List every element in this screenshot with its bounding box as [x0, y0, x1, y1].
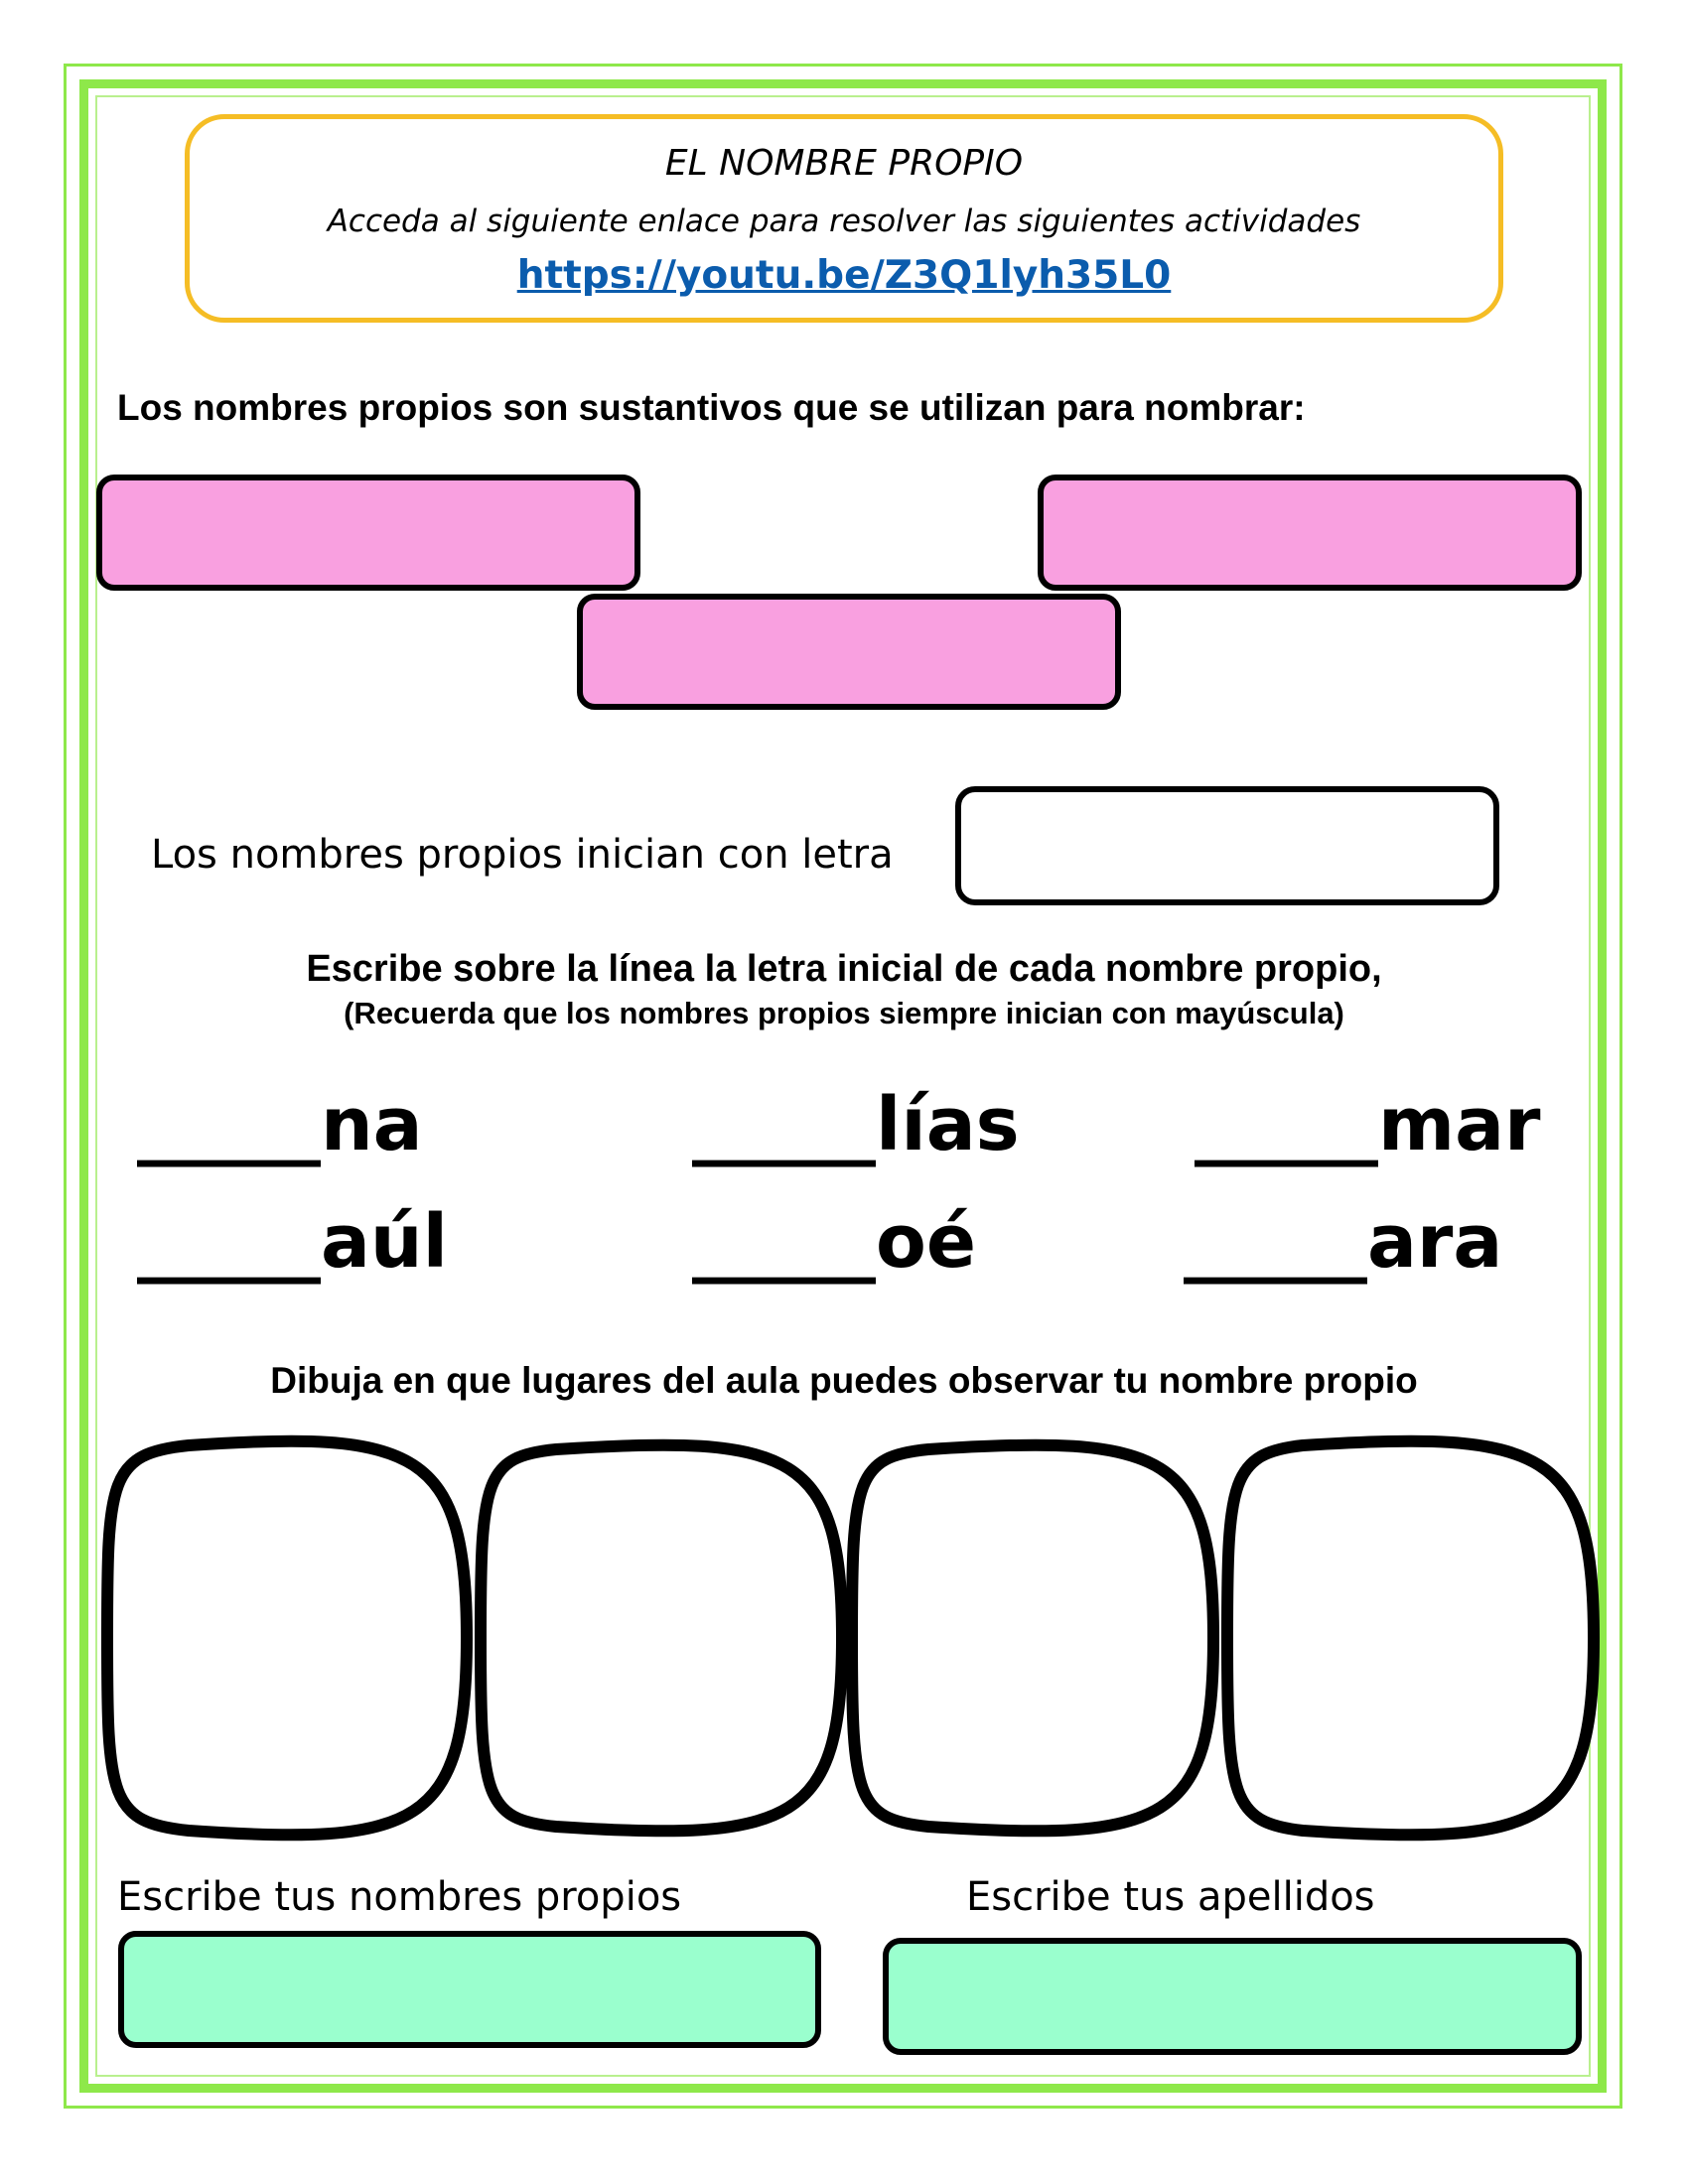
drawing-box-1[interactable] — [107, 1441, 467, 1836]
answer-box-pink-3[interactable] — [577, 594, 1121, 710]
section2-sentence: Los nombres propios inician con letra — [151, 832, 894, 878]
drawing-box-3[interactable] — [852, 1445, 1213, 1832]
word-lias: _____lías — [692, 1082, 1020, 1167]
word-oe: _____oé — [692, 1199, 977, 1285]
page-title: EL NOMBRE PROPIO — [664, 143, 1024, 184]
header-subtitle: Acceda al siguiente enlace para resolver las siguientes actividades — [327, 204, 1361, 239]
answer-box-letter[interactable] — [955, 786, 1499, 905]
answer-box-pink-1[interactable] — [96, 475, 640, 591]
section3-note: (Recuerda que los nombres propios siempre inician con mayúscula) — [344, 996, 1344, 1030]
surnames-label: Escribe tus apellidos — [966, 1874, 1375, 1920]
section4-instruction: Dibuja en que lugares del aula puedes observar tu nombre propio — [270, 1360, 1418, 1401]
drawing-boxes — [0, 1430, 1688, 1846]
word-na: _____na — [137, 1082, 423, 1167]
header-box — [185, 114, 1503, 323]
word-ara: _____ara — [1184, 1199, 1503, 1285]
surnames-input-box[interactable] — [883, 1938, 1582, 2055]
word-mar: _____mar — [1195, 1082, 1541, 1167]
word-aul: _____aúl — [137, 1199, 448, 1285]
section1-prompt: Los nombres propios son sustantivos que se utilizan para nombrar: — [117, 387, 1306, 428]
section3-instruction: Escribe sobre la línea la letra inicial de cada nombre propio, — [306, 948, 1382, 990]
drawing-box-2[interactable] — [481, 1445, 842, 1832]
answer-box-pink-2[interactable] — [1038, 475, 1582, 591]
names-label: Escribe tus nombres propios — [117, 1874, 682, 1920]
names-input-box[interactable] — [118, 1931, 821, 2048]
drawing-box-4[interactable] — [1227, 1441, 1594, 1836]
video-link[interactable]: https://youtu.be/Z3Q1lyh35L0 — [516, 253, 1172, 298]
